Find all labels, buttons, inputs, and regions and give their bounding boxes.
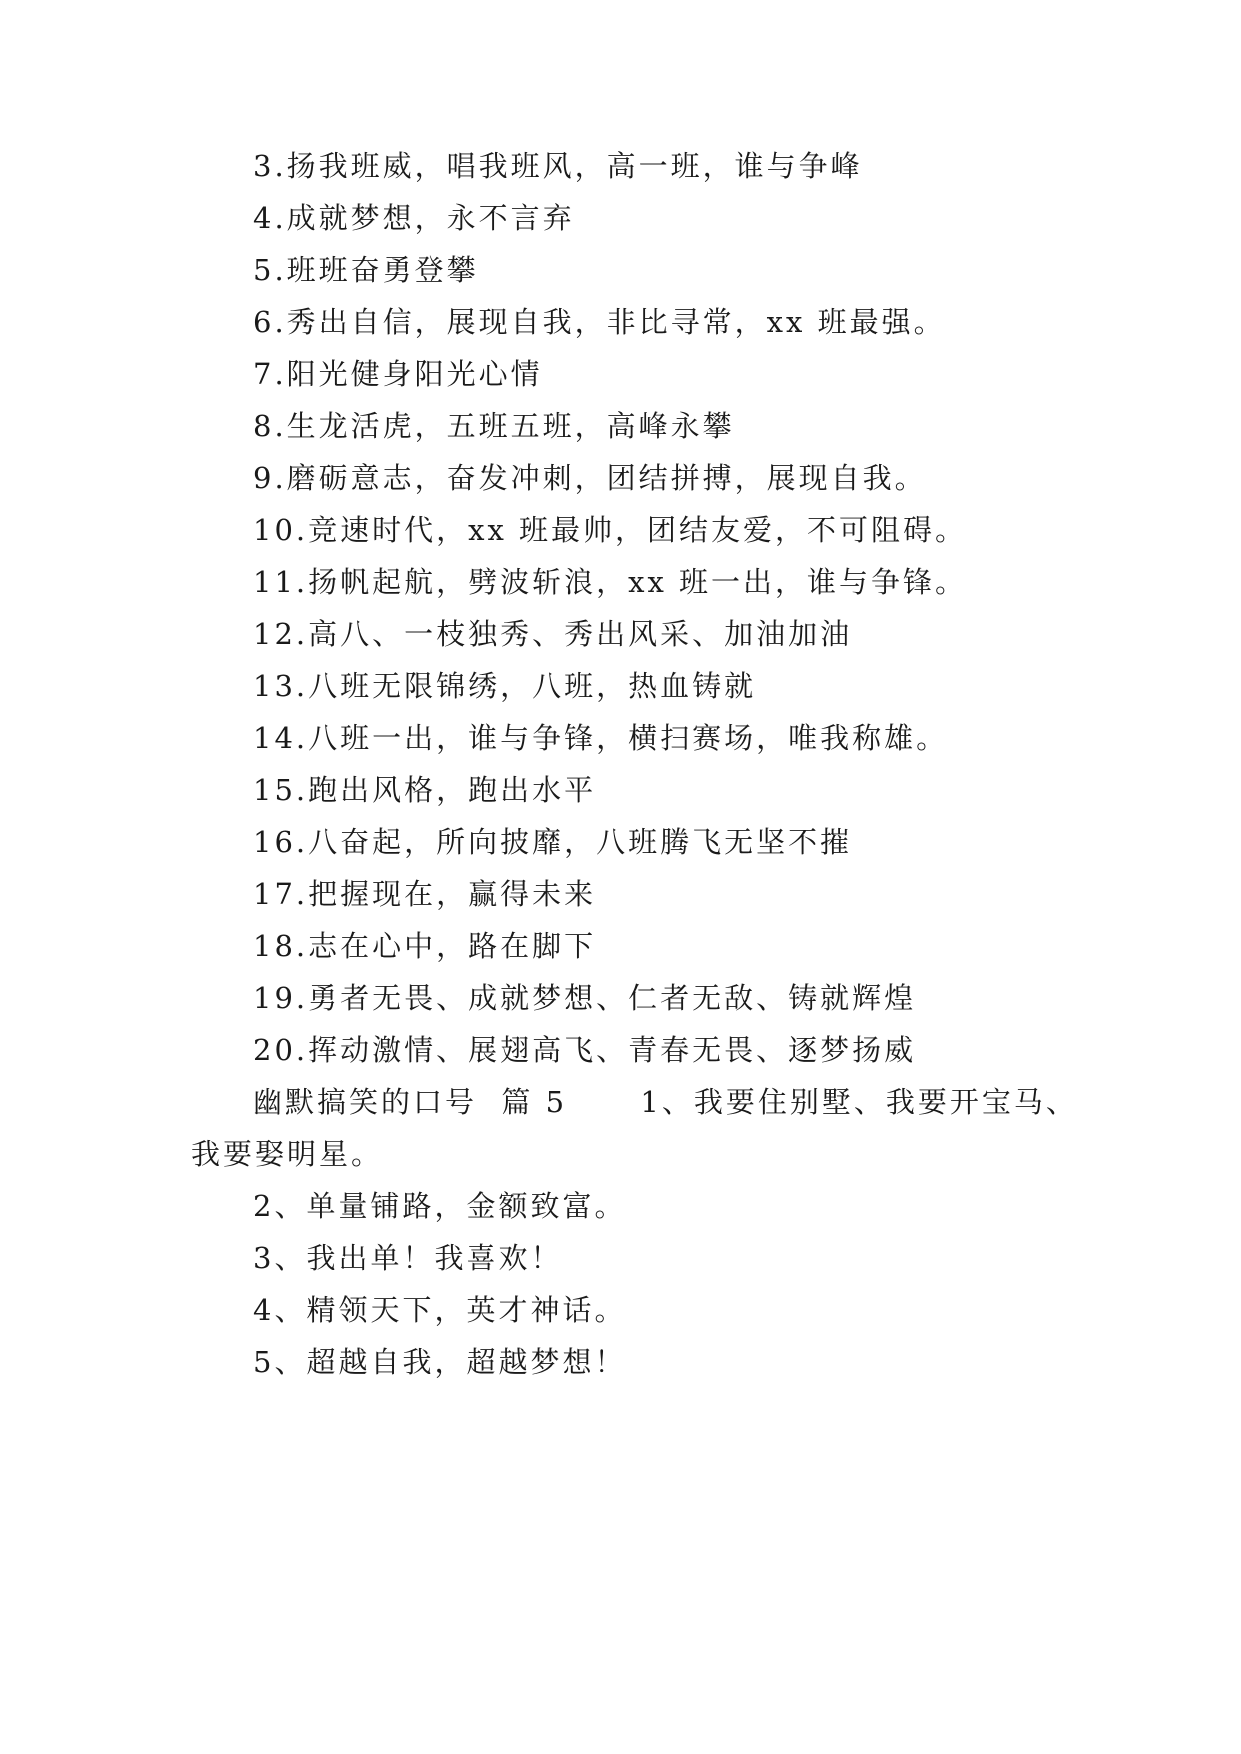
list-item: 14.八班一出，谁与争锋，横扫赛场，唯我称雄。: [253, 721, 949, 755]
list-item: 16.八奋起，所向披靡，八班腾飞无坚不摧: [253, 825, 853, 859]
list-item: 7.阳光健身阳光心情: [253, 357, 543, 391]
section-heading-continuation: 我要娶明星。: [191, 1137, 384, 1171]
list-item: 4.成就梦想，永不言弃: [253, 201, 575, 235]
list-item: 20.挥动激情、展翅高飞、青春无畏、逐梦扬威: [253, 1033, 917, 1067]
section-heading: 幽默搞笑的口号 篇 5 1、我要住别墅、我要开宝马、: [253, 1085, 1078, 1119]
list-item: 17.把握现在，赢得未来: [253, 877, 597, 911]
list-item: 5.班班奋勇登攀: [253, 253, 479, 287]
list-item: 8.生龙活虎，五班五班，高峰永攀: [253, 409, 735, 443]
section-item: 4、精领天下，英才神话。: [253, 1293, 627, 1327]
list-item: 19.勇者无畏、成就梦想、仁者无敌、铸就辉煌: [253, 981, 917, 1015]
list-item: 11.扬帆起航，劈波斩浪，xx 班一出，谁与争锋。: [253, 565, 968, 599]
section-item: 3、我出单！我喜欢！: [253, 1241, 563, 1275]
list-item: 9.磨砺意志，奋发冲刺，团结拼搏，展现自我。: [253, 461, 927, 495]
list-item: 18.志在心中，路在脚下: [253, 929, 597, 963]
list-item: 10.竞速时代，xx 班最帅，团结友爱，不可阻碍。: [253, 513, 968, 547]
section-item: 5、超越自我，超越梦想！: [253, 1345, 627, 1379]
list-item: 13.八班无限锦绣，八班，热血铸就: [253, 669, 757, 703]
list-item: 12.高八、一枝独秀、秀出风采、加油加油: [253, 617, 853, 651]
section-item: 2、单量铺路，金额致富。: [253, 1189, 627, 1223]
list-item: 3.扬我班威，唱我班风，高一班，谁与争峰: [253, 149, 863, 183]
list-item: 6.秀出自信，展现自我，非比寻常，xx 班最强。: [253, 305, 946, 339]
list-item: 15.跑出风格，跑出水平: [253, 773, 597, 807]
